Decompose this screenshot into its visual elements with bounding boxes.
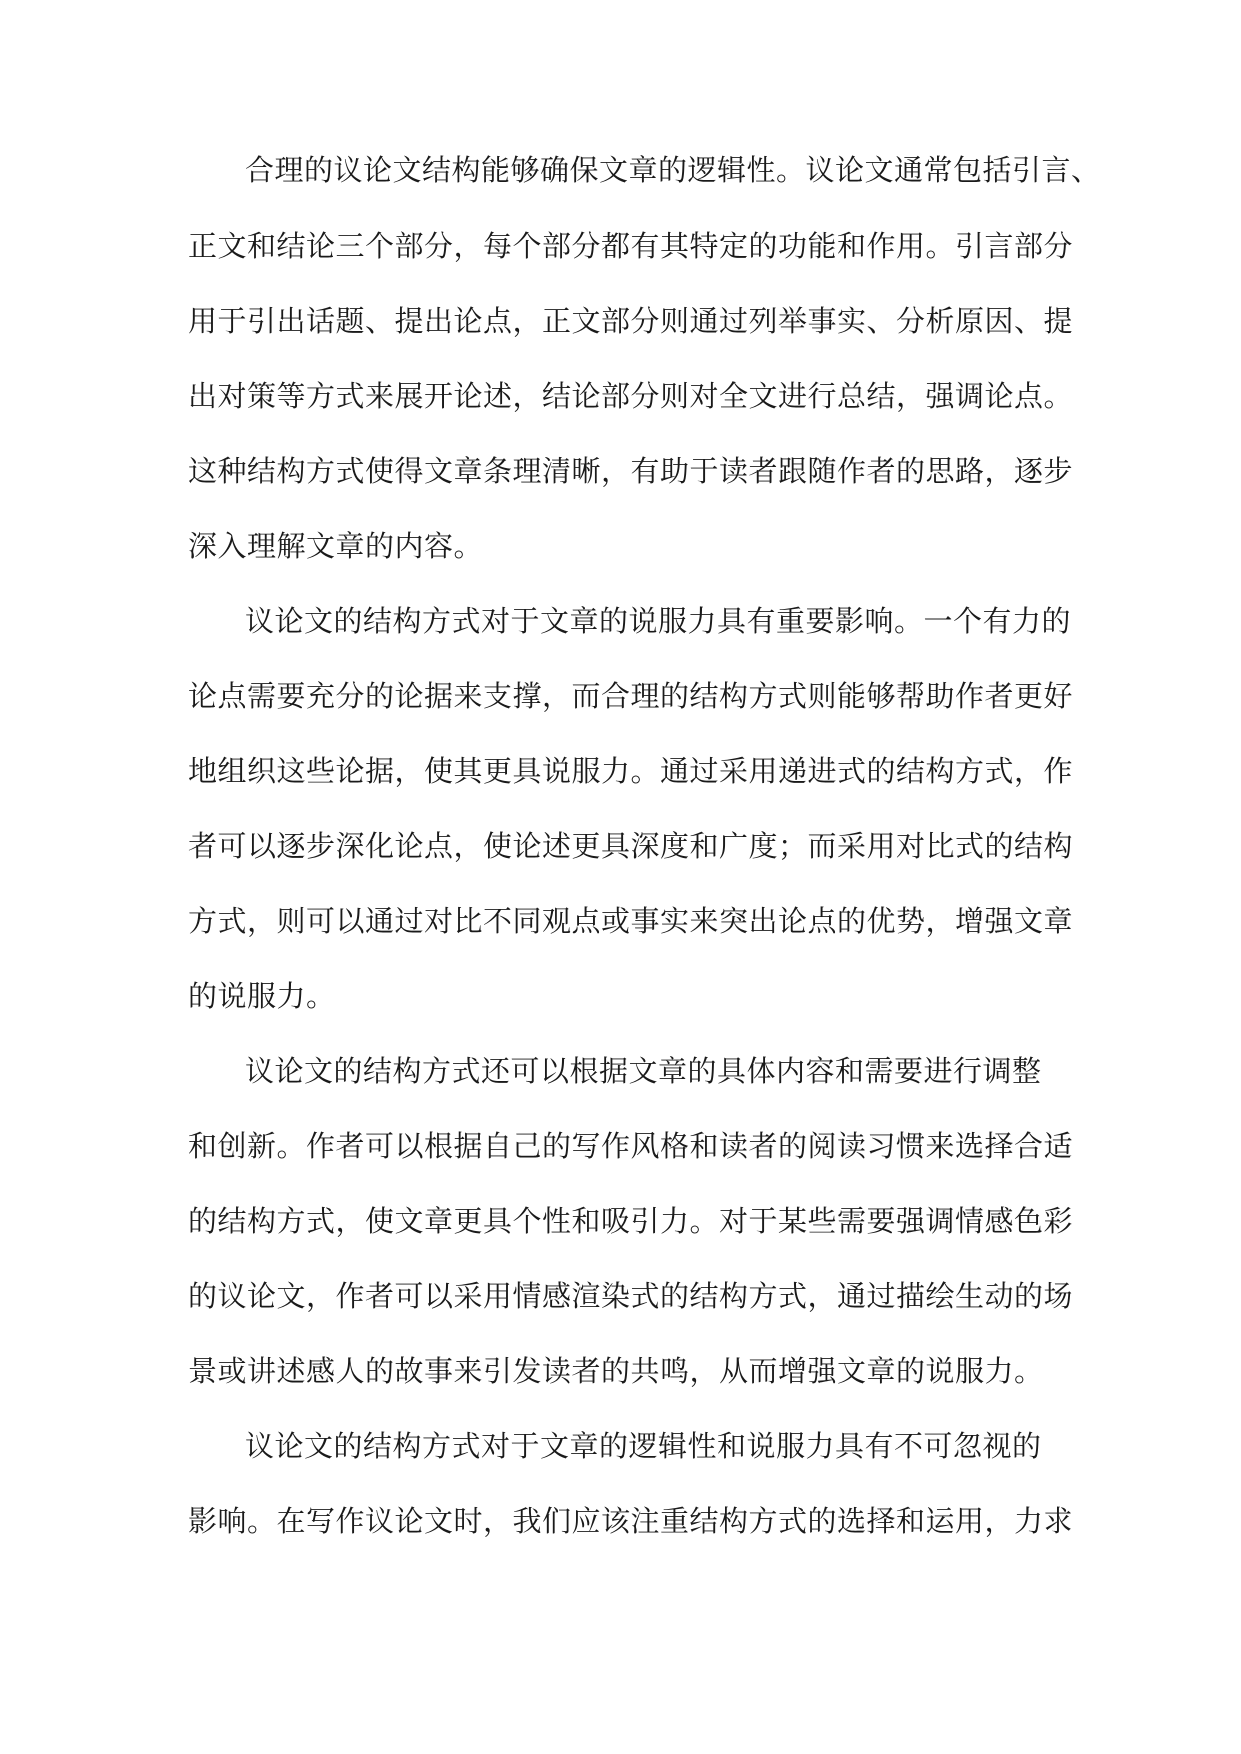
text-line: 的说服力。 (188, 979, 336, 1013)
text-line: 和创新。作者可以根据自己的写作风格和读者的阅读习惯来选择合适 (188, 1129, 1074, 1163)
text-line: 论点需要充分的论据来支撑，而合理的结构方式则能够帮助作者更好 (188, 679, 1074, 713)
text-line: 影响。在写作议论文时，我们应该注重结构方式的选择和运用，力求 (188, 1504, 1074, 1538)
text-line: 这种结构方式使得文章条理清晰，有助于读者跟随作者的思路，逐步 (188, 454, 1074, 488)
text-line: 正文和结论三个部分，每个部分都有其特定的功能和作用。引言部分 (188, 229, 1074, 263)
text-line: 议论文的结构方式还可以根据文章的具体内容和需要进行调整 (245, 1054, 1042, 1088)
text-line: 者可以逐步深化论点，使论述更具深度和广度；而采用对比式的结构 (188, 829, 1074, 863)
text-line: 出对策等方式来展开论述，结论部分则对全文进行总结，强调论点。 (188, 379, 1074, 413)
text-line: 方式，则可以通过对比不同观点或事实来突出论点的优势，增强文章 (188, 904, 1074, 938)
text-line: 景或讲述感人的故事来引发读者的共鸣，从而增强文章的说服力。 (188, 1354, 1044, 1388)
text-line: 深入理解文章的内容。 (188, 529, 484, 563)
text-line: 的结构方式，使文章更具个性和吸引力。对于某些需要强调情感色彩 (188, 1204, 1074, 1238)
text-line: 议论文的结构方式对于文章的说服力具有重要影响。一个有力的 (245, 604, 1072, 638)
text-line: 用于引出话题、提出论点，正文部分则通过列举事实、分析原因、提 (188, 304, 1074, 338)
text-line: 的议论文，作者可以采用情感渲染式的结构方式，通过描绘生动的场 (188, 1279, 1074, 1313)
text-line: 地组织这些论据，使其更具说服力。通过采用递进式的结构方式，作 (188, 754, 1074, 788)
text-line: 议论文的结构方式对于文章的逻辑性和说服力具有不可忽视的 (245, 1429, 1042, 1463)
text-line: 合理的议论文结构能够确保文章的逻辑性。议论文通常包括引言、 (245, 153, 1101, 187)
